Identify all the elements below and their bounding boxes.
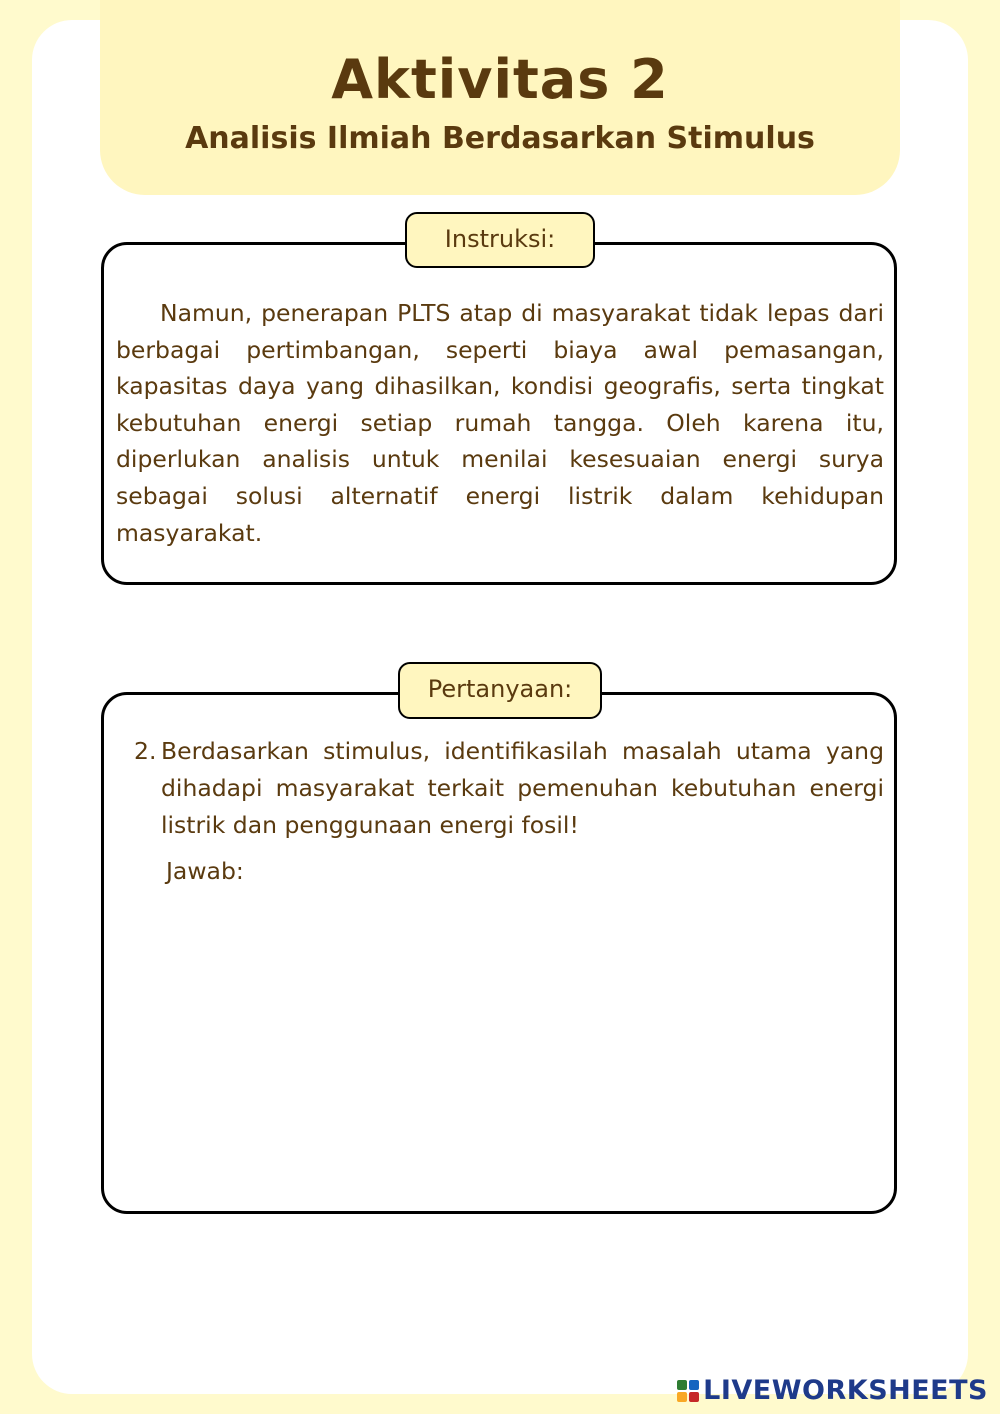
question-number: 2. — [134, 737, 157, 765]
question-label: Pertanyaan: — [398, 662, 602, 719]
logo-square-green — [677, 1380, 687, 1390]
logo-square-blue — [689, 1380, 699, 1390]
liveworksheets-logo-icon — [677, 1380, 699, 1402]
brand-name: LIVEWORKSHEETS — [703, 1375, 988, 1406]
instruction-label: Instruksi: — [405, 212, 595, 268]
page-subtitle: Analisis Ilmiah Berdasarkan Stimulus — [185, 121, 815, 156]
answer-label: Jawab: — [166, 857, 244, 885]
answer-input-area[interactable] — [166, 900, 884, 1190]
liveworksheets-brand[interactable] — [677, 1375, 988, 1406]
instruction-text: Namun, penerapan PLTS atap di masyarakat tidak lepas dari berbagai pertimbangan, seperti biaya awal pemasangan, kapasitas daya yang dihasilkan, kondisi geografis, serta tingkat kebutuhan energi setiap rumah tangga. Oleh karena itu, diperlukan analisis untuk menilai kesesuaian energi surya sebagai solusi alternatif energi listrik dalam kehidupan masyarakat. — [116, 299, 884, 547]
logo-square-yellow — [677, 1392, 687, 1402]
page-title: Aktivitas 2 — [331, 48, 669, 111]
logo-square-red — [689, 1392, 699, 1402]
question-text: Berdasarkan stimulus, identifikasilah masalah utama yang dihadapi masyarakat terkait pemenuhan kebutuhan energi listrik dan penggunaan energi fosil! — [161, 737, 884, 839]
